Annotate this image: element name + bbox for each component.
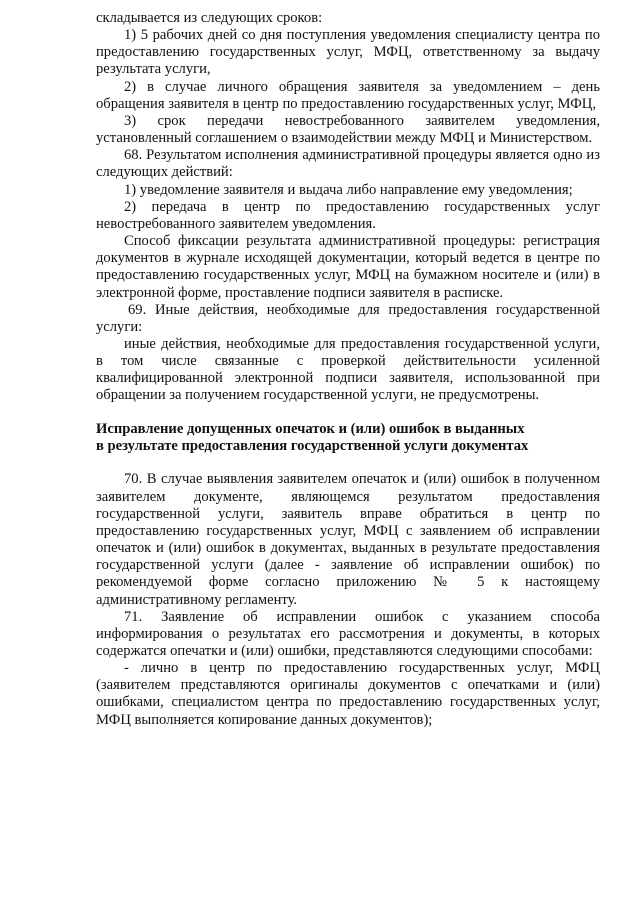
paragraph-71-item-in-person: - лично в центр по предоставлению государственных услуг, МФЦ (заявителем представляются оригиналы документов с опечатками и (или) ошибками, специалистом центра по предоставлению государственных услуг, МФЦ выполняется копирование данных документов); [96,660,600,728]
paragraph-68: 68. Результатом исполнения административной процедуры является одно из следующих действий: [96,147,600,181]
section-heading-line-1: Исправление допущенных опечаток и (или) ошибок в выданных [96,420,525,437]
paragraph-terms-intro: складывается из следующих сроков: [96,10,323,26]
spacer [96,405,600,421]
section-heading-line-2: в результате предоставления государственной услуги документах [96,438,529,454]
section-heading [96,421,600,456]
paragraph-71: 71. Заявление об исправлении ошибок с указанием способа информирования о результатах его рассмотрения и документы, в которых содержатся опечатки и (или) ошибки, представляются следующими способами: [96,608,600,659]
document-page [96,10,600,729]
paragraph-68-item-2: 2) передача в центр по предоставлению государственных услуг невостребованного заявителем уведомления. [96,198,600,232]
paragraph-69-body: иные действия, необходимые для предоставления государственной услуги, в том числе связанные с проверкой действительности усиленной квалифицированной электронной подписи заявителя, использованной при обращении за получением государственной услуги, не предусмотрены. [96,335,600,404]
paragraph-term-3: 3) срок передачи невостребованного заявителем уведомления, установленный соглашением о взаимодействии между МФЦ и Министерством. [96,112,600,147]
spacer [96,455,600,471]
paragraph-70: 70. В случае выявления заявителем опечаток и (или) ошибок в полученном заявителем документе, являющемся результатом предоставления государственной услуги, заявитель вправе обратиться в центр по предоставлению государственных услуг, МФЦ с заявлением об исправлении опечаток и (или) ошибок в документах, выданных в результате предоставления государственной услуги (далее - заявление об исправлении ошибок) по рекомендуемой форме согласно приложению № 5 к настоящему административному регламенту. [96,471,600,608]
paragraph-term-2: 2) в случае личного обращения заявителя за уведомлением – день обращения заявителя в центр по предоставлению государственных услуг, МФЦ, [96,78,600,112]
paragraph-term-1: 1) 5 рабочих дней со дня поступления уведомления специалисту центра по предоставлению государственных услуг, МФЦ, ответственному за выдачу результата услуги, [96,27,600,78]
paragraph-68-item-1: 1) уведомление заявителя и выдача либо направление ему уведомления; [124,181,573,198]
paragraph-fixation-method: Способ фиксации результата административной процедуры: регистрация документов в журнале исходящей документации, который ведется в центре по предоставлению государственных услуг, МФЦ на бумажном носителе и (или) в электронной форме, проставление подписи заявителя в расписке. [96,233,600,301]
paragraph-69: 69. Иные действия, необходимые для предоставления государственной услуги: [96,301,600,335]
